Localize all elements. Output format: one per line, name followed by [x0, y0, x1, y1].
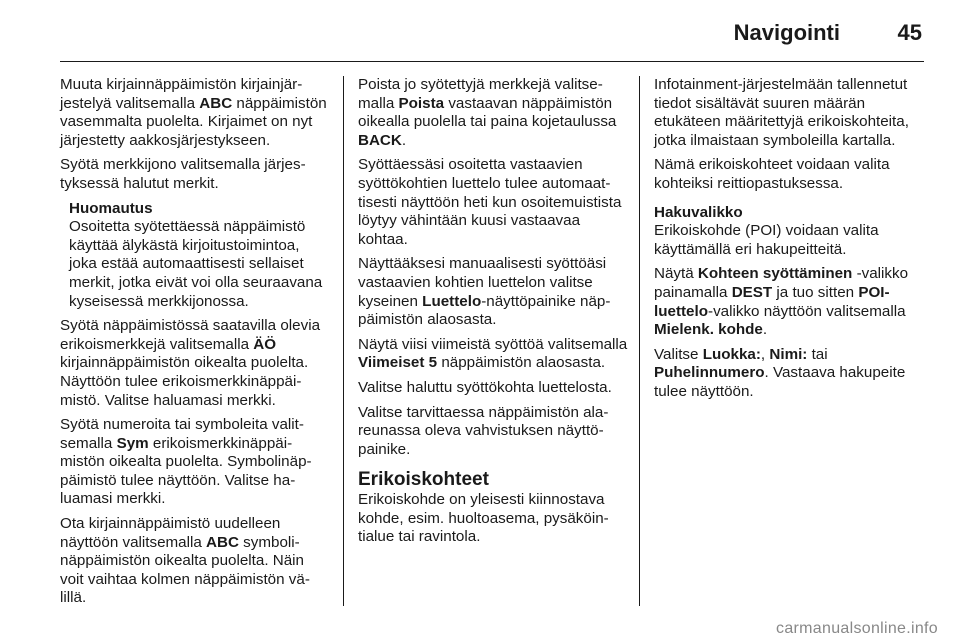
paragraph: Erikoiskohde (POI) voidaan valita käyttämällä eri hakupeitteitä. — [654, 222, 879, 258]
note-title: Huomautus — [69, 199, 153, 217]
header-rule — [60, 61, 924, 62]
column-divider-1 — [343, 76, 344, 606]
section-title: Erikoiskohteet — [358, 469, 489, 491]
paragraph: Näytä Kohteen syöttäminen -valikko painamalla DEST ja tuo sitten POI-luettelo-valikko näyttöön valitsemalla Mielenk. kohde. — [654, 265, 909, 339]
subsection-title: Hakuvalikko — [654, 203, 743, 221]
paragraph: Infotainment-järjestelmään tallennetut tiedot sisältävät suuren määrän etukäteen määritettyjä erikoiskohteita, jotka ilmaistaan symboleilla kartalla. — [654, 76, 909, 149]
paragraph: Näytä viisi viimeistä syöttöä valitsemalla Viimeiset 5 näppäimistön alaosasta. — [358, 335, 628, 372]
page-number: 45 — [897, 20, 922, 45]
paragraph: Näyttääksesi manuaalisesti syöttöäsi vastaavien kohtien luettelon valitse kyseinen Luettelo-näyttöpainike näppäimistön alaosasta. — [358, 255, 611, 329]
note-box — [69, 200, 330, 312]
paragraph: Poista jo syötettyjä merkkejä valitsemalla Poista vastaavan näppäimistön oikealla puolella tai paina kojetaulussa BACK. — [358, 76, 617, 149]
paragraph: Valitse Luokka:, Nimi: tai Puhelinnumero. Vastaava hakupeite tulee näyttöön. — [654, 345, 906, 400]
watermark: carmanualsonline.info — [776, 620, 938, 637]
paragraph: Nämä erikoiskohteet voidaan valita kohteiksi reittiopastuksessa. — [654, 156, 890, 192]
column-2 — [358, 76, 628, 553]
paragraph: Syötä näppäimistössä saatavilla olevia erikoismerkkejä valitsemalla ÄÖ kirjainnäppäimistön oikealta puolelta. Näyttöön tulee erikoismerkkinäppäimistö. Valitse haluamasi merkki. — [60, 317, 321, 409]
paragraph: Ota kirjainnäppäimistö uudelleen näyttöön valitsemalla ABC symbolinäppäimistön oikealta puolelta. Näin voit vaihtaa kolmen näppäimistön välillä. — [60, 515, 310, 607]
paragraph: Erikoiskohde on yleisesti kiinnostava kohde, esim. huoltoasema, pysäköintialue tai ravintola. — [358, 491, 609, 546]
paragraph: Valitse haluttu syöttökohta luettelosta. — [358, 378, 612, 396]
column-1 — [60, 76, 330, 614]
note-text: Osoitetta syötettäessä näppäimistö käyttää älykästä kirjoitustoimintoa, joka estää automaattisesti sellaiset merkit, jotka eivät voi olla seuraavana kyseisessä merkkijonossa. — [69, 218, 323, 310]
paragraph: Muuta kirjainnäppäimistön kirjainjärjestelyä valitsemalla ABC näppäimistön vasemmalta puolelta. Kirjaimet on nyt järjestetty aakkosjärjestykseen. — [60, 76, 327, 149]
paragraph: Syötä merkkijono valitsemalla järjestyksessä halutut merkit. — [60, 156, 306, 192]
page-title: Navigointi — [733, 20, 840, 45]
page-header — [0, 0, 960, 62]
paragraph: Syöttäessäsi osoitetta vastaavien syöttökohtien luettelo tulee automaattisesti näyttöön heti kun osoitemuistista löytyy vähintään kuusi vastaavaa kohtaa. — [358, 156, 622, 248]
column-divider-2 — [639, 76, 640, 606]
paragraph: Syötä numeroita tai symboleita valitsemalla Sym erikoismerkkinäppäimistön oikealta puolelta. Symbolinäppäimistö tulee näyttöön. Valitse haluamasi merkki. — [60, 416, 312, 508]
paragraph: Valitse tarvittaessa näppäimistön alareunassa oleva vahvistuksen näyttöpainike. — [358, 403, 609, 458]
column-3 — [654, 76, 924, 408]
